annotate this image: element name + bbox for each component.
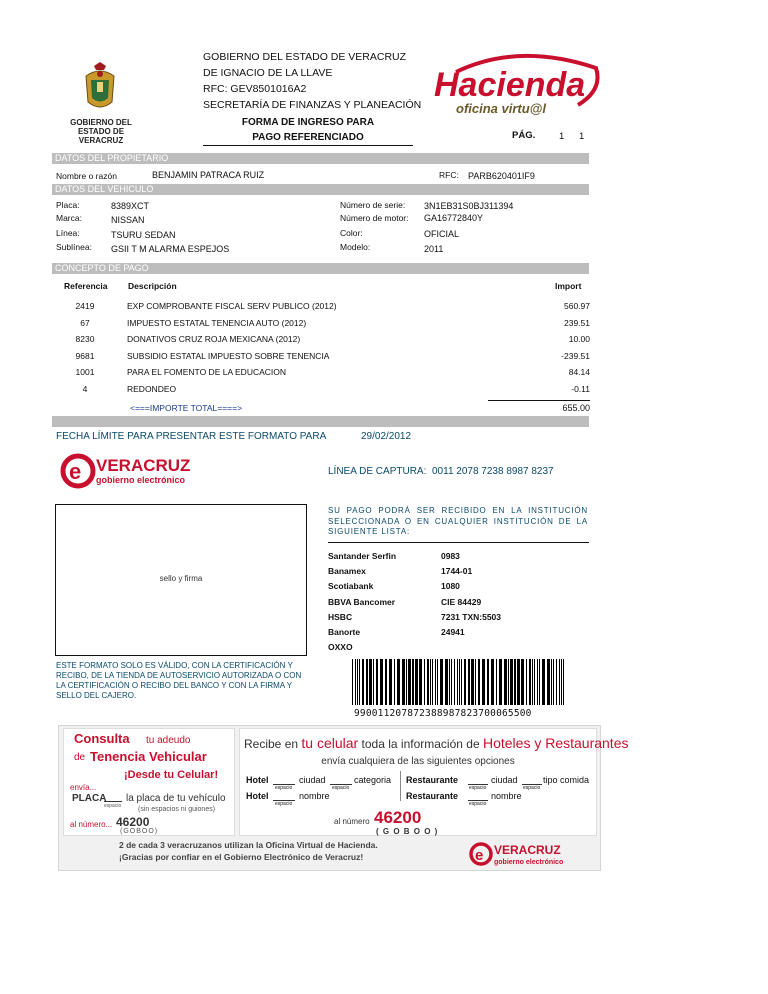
payment-row-amount: 239.51 [564,317,590,328]
payment-row-amount: -0.11 [571,383,590,394]
barcode-bar [496,659,497,705]
barcode-bar [563,659,564,705]
bank-code: CIE 84429 [441,596,482,607]
barcode-bar [464,659,466,705]
validity-note: ESTE FORMATO SOLO ES VÁLIDO, CON LA CERTIFICACIÓN Y RECIBO, DE LA TIENDA DE AUTOSERVICIO AUTORIZADA O CON LA CERTIFICACIÓN O RECIBO DEL BANCO Y CON LA FIRMA Y SELLO DEL CAJERO. [56,661,302,700]
barcode-graphic [352,659,568,705]
owner-rfc-label: RFC: [439,170,459,180]
ad-sin-espacios: (sin espacios ni guiones) [138,806,216,813]
vehicle-model: 2011 [424,244,444,254]
government-info [203,49,433,113]
state-logo-text: GOBIERNO DEL ESTADO DE VERACRUZ [70,118,132,145]
ad-ciudad-1: ciudad [299,775,326,785]
payment-row-reference: 4 [82,383,88,394]
hacienda-logo [428,50,604,122]
barcode-bar [359,659,360,705]
ad-blank-line [104,801,122,802]
stamp-label: sello y firma [159,574,203,583]
vehicle-line: TSURU SEDAN [111,230,176,240]
bank-code: 24941 [441,627,465,637]
ad-headline: Recibe en tu celular toda la información de Hoteles y Restaurantes [244,735,629,751]
ad-divider [400,771,401,801]
bank-name: BBVA Bancomer [328,596,396,607]
vehicle-color-label: Color: [340,228,363,238]
ad-footer-line1: 2 de cada 3 veracruzanos utilizan la Oficina Virtual de Hacienda. [119,840,378,850]
barcode-bar [499,659,502,705]
barcode-bar [459,659,460,705]
ad-banner [58,725,629,871]
barcode-bar [561,659,562,705]
ad-number: 46200 [116,815,150,829]
barcode-bar [352,659,353,705]
bank-code: 7231 TXN:5503 [441,611,502,622]
barcode-bar [534,659,535,705]
barcode-bar [517,659,520,705]
ad-consulta: Consulta [74,731,130,746]
barcode-bar [504,659,507,705]
bank-code: 1744-01 [441,566,473,577]
ad-gobo-right: ( G O B O O ) [376,827,439,836]
ad-al-numero-right: al número [334,817,370,826]
ad-envia-cualquiera: envía cualquiera de las siguientes opciones [321,756,515,767]
barcode-bar [394,659,395,705]
barcode-bar [537,659,538,705]
total-amount: 655.00 [562,403,590,413]
vehicle-subline-label: Sublínea: [56,242,92,252]
page-label: PÁG. [512,130,536,141]
barcode-bar [529,659,531,705]
ad-right-panel [239,728,629,836]
payment-row-reference: 2419 [75,301,95,311]
barcode-bar [553,659,554,705]
barcode-bar [451,659,452,705]
ad-espacio: espacio [104,803,122,809]
barcode-bar [445,659,448,705]
vehicle-model-label: Modelo: [340,242,371,252]
payment-row-description: DONATIVOS CRUZ ROJA MEXICANA (2012) [127,334,301,344]
barcode-bar [427,659,429,705]
hacienda-subtitle: oficina virtu@l [456,101,546,116]
barcode-bar [510,659,513,705]
svg-text:e: e [475,847,484,864]
barcode-bar [437,659,438,705]
barcode-bar [376,659,378,705]
vehicle-motor: GA16772840Y [424,213,484,223]
section-divider [52,416,589,427]
everacruz-name: VERACRUZ [96,456,191,475]
deadline-date: 29/02/2012 [361,431,412,442]
vehicle-serial-label: Número de serie: [340,200,406,210]
barcode-bar [397,659,400,705]
payment-row-description: SUBSIDIO ESTATAL IMPUESTO SOBRE TENENCIA [127,350,330,361]
barcode-bar [526,659,527,705]
barcode-bar [408,659,411,705]
barcode-bar [373,659,374,705]
ad-espacio: espacio [332,785,350,791]
ad-tipo-comida: tipo comida [543,775,590,785]
barcode-bar [389,659,392,705]
ad-left-panel [63,728,235,836]
deadline-label: FECHA LÍMITE PARA PRESENTAR ESTE FORMATO PARA [56,431,327,442]
total-label: <===IMPORTE TOTAL====> [130,403,243,413]
vehicle-plate: 8389XCT [111,201,150,211]
bank-name: HSBC [328,611,353,622]
ad-categoria: categoria [354,775,392,785]
ad-restaurante-2: Restaurante [406,791,459,801]
barcode-bar [454,659,455,705]
payment-row-description: REDONDEO [127,383,177,394]
payment-section-header: CONCEPTO DE PAGO [52,263,589,274]
col-header-description: Descripción [128,281,177,291]
ad-tu-adeudo: tu adeudo [146,735,191,746]
barcode-number: 99001120787238898782370006550​0 [354,708,532,719]
bank-name: Banorte [328,627,361,637]
barcode-bar [521,659,524,705]
svg-text:e: e [69,459,82,484]
payment-row-amount: 10.00 [568,334,590,344]
barcode-bar [542,659,545,705]
everacruz-logo [60,450,210,492]
ad-footer-logo-name: VERACRUZ [494,843,561,857]
bank-name: OXXO [328,642,353,653]
barcode-bar [357,659,358,705]
barcode-bar [514,659,516,705]
bank-name: Santander Serfin [328,551,397,561]
gov-line: GOBIERNO DEL ESTADO DE VERACRUZ [203,51,407,63]
page-total: 1 [579,131,585,142]
barcode-bar [419,659,422,705]
owner-name-label: Nombre o razón [56,171,117,181]
payment-info-text: SU PAGO PODRÁ SER RECIBIDO EN LA INSTITUCIÓN SELECCIONADA O EN CUALQUIER INSTITUCIÓN DE LA SIGUIENTE LISTA: [328,506,588,536]
ad-al-numero: al número... [70,820,113,829]
capture-value: 0011 2078 7238 8987 8237 [432,466,554,477]
barcode-bar [457,659,458,705]
barcode-bar [471,659,474,705]
form-title: FORMA DE INGRESO PARA PAGO REFERENCIADO [203,115,413,146]
barcode-bar [461,659,462,705]
payment-row-reference: 9681 [75,350,95,361]
barcode-bar [435,659,436,705]
ad-placa: PLACA [72,793,107,804]
ad-hotel-1: Hotel [246,775,269,785]
vehicle-serial: 3N1EB31S0BJ311394 [424,201,514,211]
ad-espacio: espacio [469,785,487,791]
vehicle-section-header: DATOS DEL VEHICULO [52,184,589,195]
payment-row-reference: 1001 [75,367,95,377]
bank-name: Banamex [328,566,366,577]
barcode-bar [539,659,540,705]
state-coat-of-arms [80,62,120,114]
gov-line: RFC: GEV8501016A2 [203,83,307,95]
barcode-bar [449,659,450,705]
ad-ciudad-2: ciudad [491,775,518,785]
vehicle-brand-label: Marca: [56,213,82,223]
payment-row-reference: 67 [80,317,90,328]
vehicle-plate-label: Placa: [56,200,80,210]
vehicle-line-label: Línea: [56,228,80,238]
capture-label: LÍNEA DE CAPTURA: [328,466,427,477]
payment-row-amount: 560.97 [564,301,590,311]
bank-name: Scotiabank [328,581,374,592]
bank-code: 1080 [441,581,460,592]
col-header-reference: Referencia [64,281,108,291]
barcode-bar [487,659,489,705]
ad-de: de [74,752,86,763]
ad-footer-logo-sub: gobierno electrónico [494,859,564,866]
barcode-bar [380,659,383,705]
ad-espacio: espacio [275,801,293,807]
barcode-bar [532,659,533,705]
ad-nombre-1: nombre [299,791,330,801]
owner-rfc: PARB620401IF9 [468,171,535,181]
barcode-bar [440,659,443,705]
barcode-bar [482,659,485,705]
barcode-bar [355,659,356,705]
owner-name: BENJAMIN PATRACA RUIZ [152,170,265,180]
everacruz-sub: gobierno electrónico [96,475,186,485]
barcode-bar [369,659,372,705]
payment-row-amount: -239.51 [561,350,590,361]
ad-envia: envía... [70,783,97,792]
barcode-bar [406,659,407,705]
e-logo-icon [471,844,491,864]
page-number: 1 [559,131,565,142]
ad-footer-line2: ¡Gracias por confiar en el Gobierno Electrónico de Veracruz! [119,852,364,862]
barcode-bar [385,659,387,705]
barcode-bar [468,659,470,705]
vehicle-subline: GSII T M ALARMA ESPEJOS [111,244,230,254]
barcode-bar [491,659,494,705]
ad-espacio: espacio [469,801,487,807]
ad-la-placa: la placa de tu vehículo [126,793,226,804]
barcode-bar [508,659,509,705]
ad-number-right: 46200 [374,808,422,827]
page-indicator [512,130,535,141]
barcode-bar [475,659,476,705]
barcode-bar [412,659,414,705]
ad-tenencia: Tenencia Vehicular [90,749,207,764]
payment-row-description: PARA EL FOMENTO DE LA EDUCACION [127,367,287,377]
barcode [352,659,568,705]
barcode-bar [478,659,480,705]
payment-row-description: EXP COMPROBANTE FISCAL SERV PUBLICO (2012) [127,301,337,311]
barcode-bar [430,659,431,705]
ad-nombre-2: nombre [491,791,522,801]
bank-code: 0983 [441,551,460,561]
payment-row-reference: 8230 [75,334,95,344]
payment-row-amount: 84.14 [568,367,590,377]
vehicle-motor-label: Número de motor: [340,213,409,223]
vehicle-brand: NISSAN [111,215,145,225]
gov-line: SECRETARÍA DE FINANZAS Y PLANEACIÓN [203,99,422,111]
barcode-bar [432,659,433,705]
hacienda-title: Hacienda [434,66,586,104]
barcode-bar [559,659,560,705]
e-logo-icon [63,456,93,486]
barcode-bar [362,659,364,705]
barcode-bar [424,659,425,705]
ad-footer-logo [469,839,579,869]
barcode-bar [402,659,405,705]
barcode-bar [366,659,368,705]
ad-espacio: espacio [523,785,541,791]
total-separator [488,400,590,401]
stamp-signature-box [55,504,307,656]
barcode-bar [551,659,552,705]
ad-espacio: espacio [275,785,293,791]
bank-list-separator [328,542,589,543]
gov-line: DE IGNACIO DE LA LLAVE [203,67,333,79]
barcode-bar [415,659,418,705]
col-header-amount: Import [555,281,582,291]
ad-hotel-2: Hotel [246,791,269,801]
barcode-bar [556,659,557,705]
owner-section-header: DATOS DEL PROPIETARIO [52,153,589,164]
payment-row-description: IMPUESTO ESTATAL TENENCIA AUTO (2012) [127,317,307,328]
ad-gobo: (GOBOO) [120,828,159,835]
vehicle-color: OFICIAL [424,229,460,239]
ad-restaurante-1: Restaurante [406,775,459,785]
ad-desde: ¡Desde tu Celular! [124,769,219,781]
barcode-bar [547,659,550,705]
